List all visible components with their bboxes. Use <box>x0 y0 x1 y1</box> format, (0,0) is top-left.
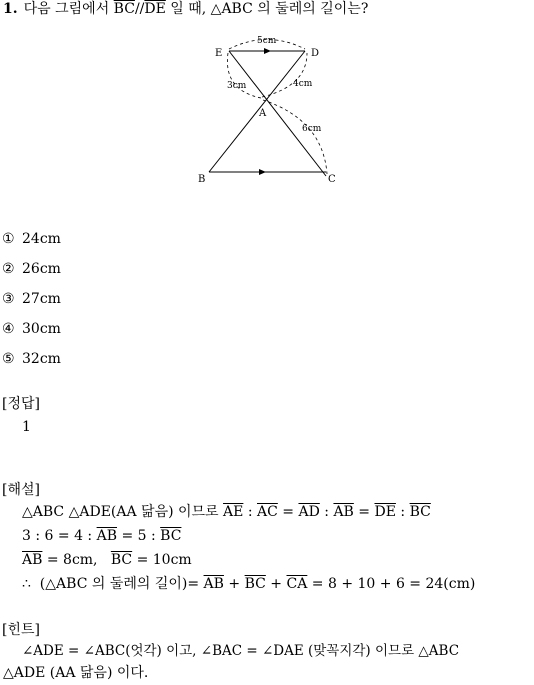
text: + <box>223 576 245 592</box>
choice-number: ② <box>2 261 15 277</box>
choice-text: 32cm <box>22 351 61 367</box>
segment: $\overline{AB}$ <box>96 528 117 544</box>
label-d: D <box>311 48 320 59</box>
text: 3 : 6 = 4 : <box>22 528 97 544</box>
hint-header: [힌트] <box>2 622 40 638</box>
segment-ec-line <box>229 51 326 176</box>
label-e: E <box>215 48 223 59</box>
choice-text: 30cm <box>22 321 61 337</box>
segment-bc: $\overline{BC}$ <box>113 1 135 17</box>
text: : <box>395 504 410 520</box>
hint-line-1: ∠ADE = ∠ABC(엇각) 이고, ∠BAC = ∠DAE (맞꼭지각) 이므로 △ABC <box>22 643 460 659</box>
label-c: C <box>328 174 336 185</box>
segment: $\overline{DE}$ <box>374 504 396 520</box>
segment: $\overline{AB}$ <box>333 504 354 520</box>
label-b: B <box>198 174 206 185</box>
text: + <box>265 576 287 592</box>
choice-number: ③ <box>2 291 15 307</box>
choice-text: 26cm <box>22 261 61 277</box>
explanation-line-2 <box>22 527 181 545</box>
text: = 5 : <box>117 528 161 544</box>
segment: $\overline{CA}$ <box>286 576 308 592</box>
parallel-sign: // <box>134 1 145 17</box>
label-a: A <box>259 108 267 119</box>
segment: $\overline{AE}$ <box>223 504 244 520</box>
segment: $\overline{AC}$ <box>257 504 278 520</box>
choice-number: ⑤ <box>2 351 15 367</box>
text: = <box>277 504 299 520</box>
explanation-line-4 <box>22 575 475 593</box>
arc-ea <box>227 53 261 98</box>
segment: $\overline{AB}$ <box>203 576 224 592</box>
choice-4[interactable] <box>2 320 61 338</box>
text: : <box>319 504 334 520</box>
choice-number: ④ <box>2 321 15 337</box>
choice-1[interactable] <box>2 230 61 248</box>
label-ad-length: 4cm <box>293 79 313 89</box>
text: = 8cm, <box>42 552 111 568</box>
text: = <box>353 504 375 520</box>
label-ac-length: 6cm <box>302 124 322 134</box>
triangle-figure <box>195 30 355 190</box>
label-ed-length: 5cm <box>257 36 277 46</box>
explanation-header: [해설] <box>2 482 40 498</box>
explanation-line-3 <box>22 551 192 569</box>
choice-text: 24cm <box>22 231 61 247</box>
choice-text: 27cm <box>22 291 61 307</box>
text: = 8 + 10 + 6 = 24(cm) <box>307 576 476 592</box>
answer-header: [정답] <box>2 396 40 412</box>
choice-3[interactable] <box>2 290 61 308</box>
segment: $\overline{BC}$ <box>409 504 431 520</box>
answer-value: 1 <box>22 419 31 435</box>
text: : <box>243 504 257 520</box>
question-text-after: 일 때, △ABC 의 둘레의 길이는? <box>165 1 369 17</box>
question-number: 1. <box>3 1 18 17</box>
segment-db-line <box>209 51 305 172</box>
arc-ac <box>263 100 327 174</box>
segment: $\overline{BC}$ <box>244 576 266 592</box>
choice-number: ① <box>2 231 15 247</box>
choice-2[interactable] <box>2 260 61 278</box>
choice-5[interactable] <box>2 350 61 368</box>
hint-line-2: △ADE (AA 닮음) 이다. <box>3 665 149 681</box>
segment: $\overline{AD}$ <box>298 504 320 520</box>
segment: $\overline{BC}$ <box>110 552 133 568</box>
segment-de: $\overline{DE}$ <box>144 1 166 17</box>
explanation-line-1 <box>22 503 431 521</box>
text: = 10cm <box>132 552 192 568</box>
segment: $\overline{BC}$ <box>160 528 182 544</box>
label-ea-length: 3cm <box>227 81 247 91</box>
text: △ABC △ADE(AA 닮음) 이므로 <box>22 504 224 520</box>
arc-ad <box>262 53 307 97</box>
text: ∴ (△ABC 의 둘레의 길이)= <box>22 576 204 592</box>
segment: $\overline{AB}$ <box>22 552 43 568</box>
question <box>3 0 368 18</box>
question-text-before: 다음 그림에서 <box>23 1 114 17</box>
